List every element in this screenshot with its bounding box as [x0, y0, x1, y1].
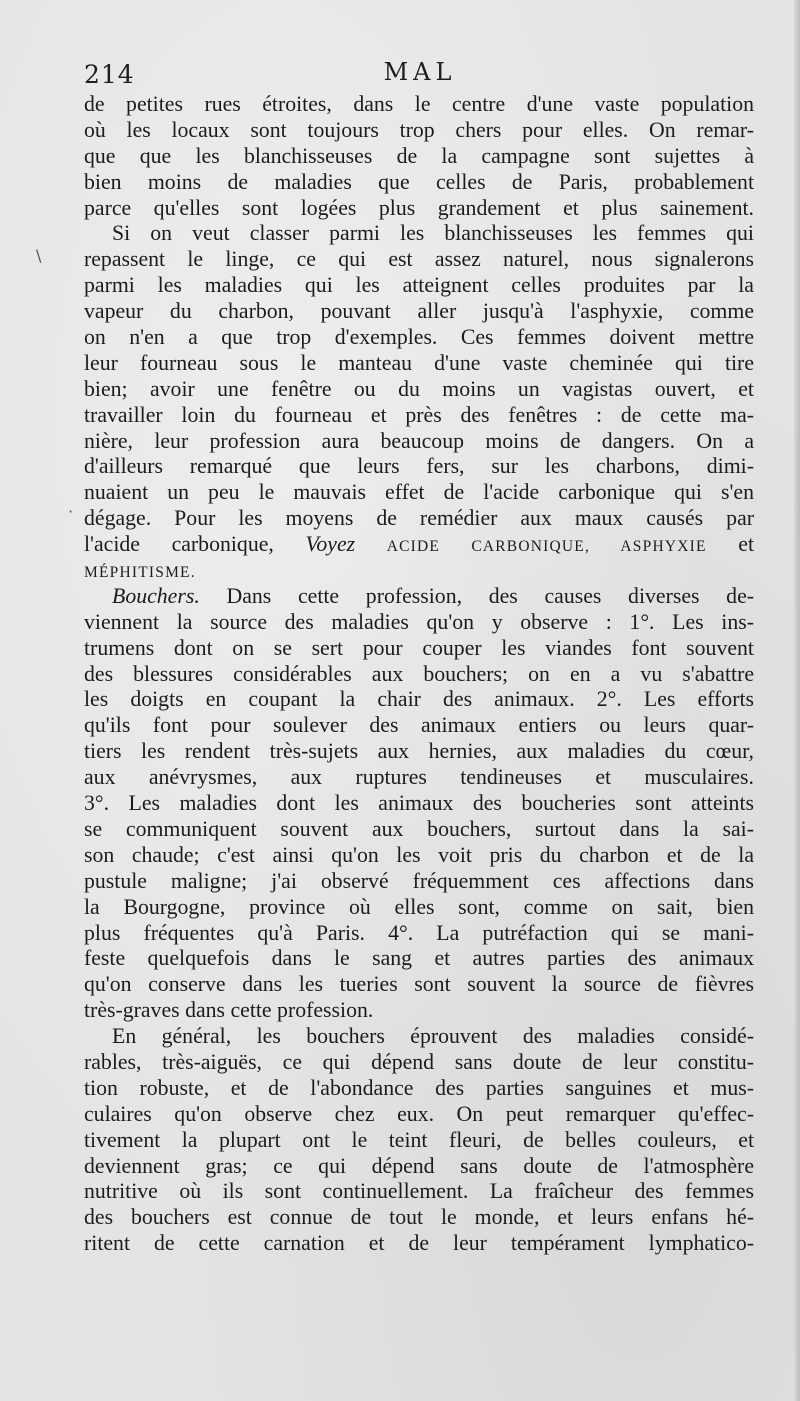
text-line: on n'en a que trop d'exemples. Ces femmes doivent mettre: [84, 325, 754, 350]
text-line: des bouchers est connue de tout le monde, et leurs enfans hé-: [84, 1205, 754, 1230]
text-line: bien; avoir une fenêtre ou du moins un vagistas ouvert, et: [84, 376, 754, 401]
text-line: 3°. Les maladies dont les animaux des boucheries sont atteints: [84, 791, 754, 816]
text-line: qu'ils font pour soulever des animaux entiers ou leurs quar-: [84, 713, 754, 738]
text-line: tivement la plupart ont le teint fleuri, de belles couleurs, et: [84, 1127, 754, 1152]
text-line: trumens dont on se sert pour couper les viandes font souvent: [84, 635, 754, 660]
text-line: les doigts en coupant la chair des animaux. 2°. Les efforts: [84, 687, 754, 712]
page-number: 214: [84, 60, 135, 89]
text-line: travailler loin du fourneau et près des fenêtres : de cette ma-: [84, 402, 754, 427]
running-head: MAL: [383, 58, 457, 86]
paragraph-4: [84, 1024, 754, 1257]
cross-reference-term: MÉPHITISME.: [84, 564, 196, 582]
text-line: deviennent gras; ce qui dépend sans doute de l'atmosphère: [84, 1153, 754, 1178]
text-line: de petites rues étroites, dans le centre d'une vaste population: [84, 92, 754, 116]
text-line: aux anévrysmes, aux ruptures tendineuses et musculaires.: [84, 765, 754, 790]
text-line: se communiquent souvent aux bouchers, surtout dans la sai-: [84, 816, 754, 841]
text-line: parmi les maladies qui les atteignent celles produites par la: [84, 273, 754, 298]
text-line: rables, très-aiguës, ce qui dépend sans doute de leur constitu-: [84, 1049, 754, 1074]
text-line: la Bourgogne, province où elles sont, comme on sait, bien: [84, 894, 754, 919]
text-line: son chaude; c'est ainsi qu'on les voit pris du charbon et de la: [84, 842, 754, 867]
text-span: Dans cette profession, des causes diverses de-: [226, 583, 754, 608]
text-line: tiers les rendent très-sujets aux hernies, aux maladies du cœur,: [84, 739, 754, 764]
page-edge: [794, 0, 800, 1401]
voyez-label: Voyez: [305, 532, 356, 557]
text-line: [84, 584, 754, 610]
text-line: nutritive où ils sont continuellement. La fraîcheur des femmes: [84, 1179, 754, 1204]
paragraph-2: [84, 221, 754, 583]
text-line: repassent le linge, ce qui est assez naturel, nous signalerons: [84, 247, 754, 272]
text-line: des blessures considérables aux bouchers; on en a vu s'abattre: [84, 661, 754, 686]
text-line: viennent la source des maladies qu'on y observe : 1°. Les ins-: [84, 609, 754, 634]
text-line: nuaient un peu le mauvais effet de l'acide carbonique qui s'en: [84, 480, 754, 505]
text-line: pustule maligne; j'ai observé fréquemment ces affections dans: [84, 868, 754, 893]
cross-reference-line: [84, 532, 754, 558]
text-line: feste quelquefois dans le sang et autres parties des animaux: [84, 946, 754, 971]
text-line: qu'on conserve dans les tueries sont souvent la source de fièvres: [84, 972, 754, 997]
text-line: vapeur du charbon, pouvant aller jusqu'à l'asphyxie, comme: [84, 299, 754, 324]
margin-mark: \: [36, 246, 42, 265]
text-line: tion robuste, et de l'abondance des parties sanguines et mus-: [84, 1075, 754, 1100]
paragraph-1: [84, 92, 754, 221]
text-line: Si on veut classer parmi les blanchisseuses les femmes qui: [112, 221, 754, 246]
ref-before: l'acide carbonique,: [84, 532, 274, 557]
text-line: culaires qu'on observe chez eux. On peut remarquer qu'effec-: [84, 1101, 754, 1126]
text-line: nière, leur profession aura beaucoup moins de dangers. On a: [84, 428, 754, 453]
text-line: ritent de cette carnation et de leur tempérament lymphatico-: [84, 1231, 754, 1256]
margin-dot: ·: [68, 502, 74, 521]
page-header: [84, 56, 756, 90]
text-line: que que les blanchisseuses de la campagne sont sujettes à: [84, 143, 754, 168]
text-line: bien moins de maladies que celles de Paris, probablement: [84, 169, 754, 194]
text-line: En général, les bouchers éprouvent des maladies considé-: [112, 1024, 754, 1049]
text-line: où les locaux sont toujours trop chers pour elles. On remar-: [84, 117, 754, 142]
text-line: très-graves dans cette profession.: [84, 998, 374, 1023]
text-line: parce qu'elles sont logées plus grandement et plus sainement.: [84, 195, 754, 220]
text-line: leur fourneau sous le manteau d'une vaste cheminée qui tire: [84, 350, 754, 375]
body-text: [84, 92, 754, 1257]
text-line: d'ailleurs remarqué que leurs fers, sur les charbons, dimi-: [84, 454, 754, 479]
cross-reference-terms: ACIDE CARBONIQUE, ASPHYXIE: [386, 538, 707, 556]
cross-reference-line: [84, 558, 754, 584]
text-line: plus fréquentes qu'à Paris. 4°. La putréfaction qui se mani-: [84, 920, 754, 945]
text-line: dégage. Pour les moyens de remédier aux maux causés par: [84, 506, 754, 531]
section-lead-term: Bouchers.: [112, 583, 200, 608]
ref-after: et: [738, 532, 755, 557]
paragraph-bouchers: [84, 584, 754, 1024]
